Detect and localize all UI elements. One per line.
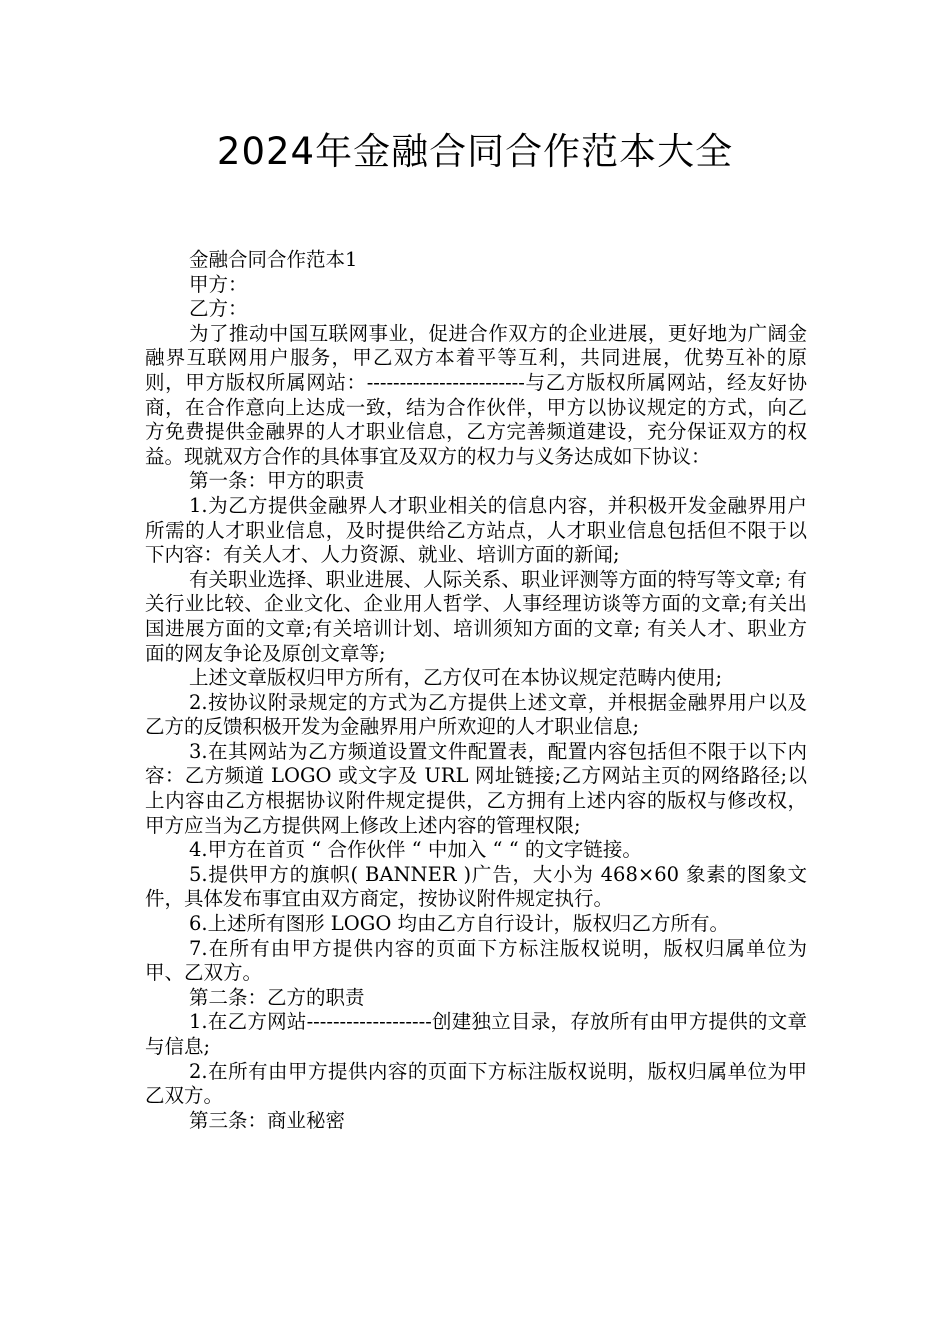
paragraph-party-a: 甲方： bbox=[189, 272, 248, 296]
paragraph: 2.按协议附录规定的方式为乙方提供上述文章，并根据金融界用户以及乙方的反馈积极开发为金融界用户所欢迎的人才职业信息; bbox=[145, 690, 807, 739]
paragraph: 4.甲方在首页 “ 合作伙伴 “ 中加入 “ “ 的文字链接。 bbox=[189, 838, 642, 862]
paragraph-heading: 金融合同合作范本1 bbox=[189, 248, 358, 271]
paragraph: 1.为乙方提供金融界人才职业相关的信息内容，并积极开发金融界用户所需的人才职业信息，及时提供给乙方站点，人才职业信息包括但不限于以下内容：有关人才、人力资源、就业、培训方面的新闻; bbox=[145, 493, 807, 567]
paragraph: 有关职业选择、职业进展、人际关系、职业评测等方面的特写等文章; 有关行业比较、企业文化、企业用人哲学、人事经理访谈等方面的文章;有关出国进展方面的文章;有关培训计划、培训须知方面的文章; 有关人才、职业方面的网友争论及原创文章等; bbox=[145, 567, 807, 665]
paragraph: 1.在乙方网站-------------------创建独立目录，存放所有由甲方提供的文章与信息; bbox=[145, 1010, 807, 1058]
paragraph-article-2-title: 第二条：乙方的职责 bbox=[189, 985, 365, 1009]
paragraph-article-1-title: 第一条：甲方的职责 bbox=[189, 469, 365, 493]
paragraph: 6.上述所有图形 LOGO 均由乙方自行设计，版权归乙方所有。 bbox=[189, 912, 730, 936]
paragraph: 5.提供甲方的旗帜( BANNER )广告，大小为 468×60 象素的图象文件，具体发布事宜由双方商定，按协议附件规定执行。 bbox=[145, 862, 807, 911]
paragraph: 3.在其网站为乙方频道设置文件配置表，配置内容包括但不限于以下内容：乙方频道 LOGO 或文字及 URL 网址链接;乙方网站主页的网络路径;以上内容由乙方根据协议附件规定提供，乙方拥有上述内容的版权与修改权，甲方应当为乙方提供网上修改上述内容的管理权限; bbox=[145, 739, 807, 837]
document-body bbox=[145, 248, 807, 1133]
paragraph: 2.在所有由甲方提供内容的页面下方标注版权说明，版权归属单位为甲乙双方。 bbox=[145, 1059, 807, 1108]
document-title: 2024年金融合同合作范本大全 bbox=[216, 130, 734, 173]
paragraph: 上述文章版权归甲方所有，乙方仅可在本协议规定范畴内使用; bbox=[189, 666, 723, 690]
paragraph-article-3-title: 第三条：商业秘密 bbox=[189, 1108, 346, 1132]
paragraph-intro: 为了推动中国互联网事业，促进合作双方的企业进展，更好地为广阔金融界互联网用户服务，甲乙双方本着平等互利，共同进展，优势互补的原则，甲方版权所属网站：------------------------与乙方版权所属网站，经友好协商，在合作意向上达成一致，结为合作伙伴，甲方以协议规定的方式，向乙方免费提供金融界的人才职业信息，乙方完善频道建设，充分保证双方的权益。现就双方合作的具体事宜及双方的权力与义务达成如下协议： bbox=[145, 321, 807, 468]
paragraph: 7.在所有由甲方提供内容的页面下方标注版权说明，版权归属单位为甲、乙双方。 bbox=[145, 936, 807, 985]
paragraph-party-b: 乙方： bbox=[189, 297, 248, 321]
